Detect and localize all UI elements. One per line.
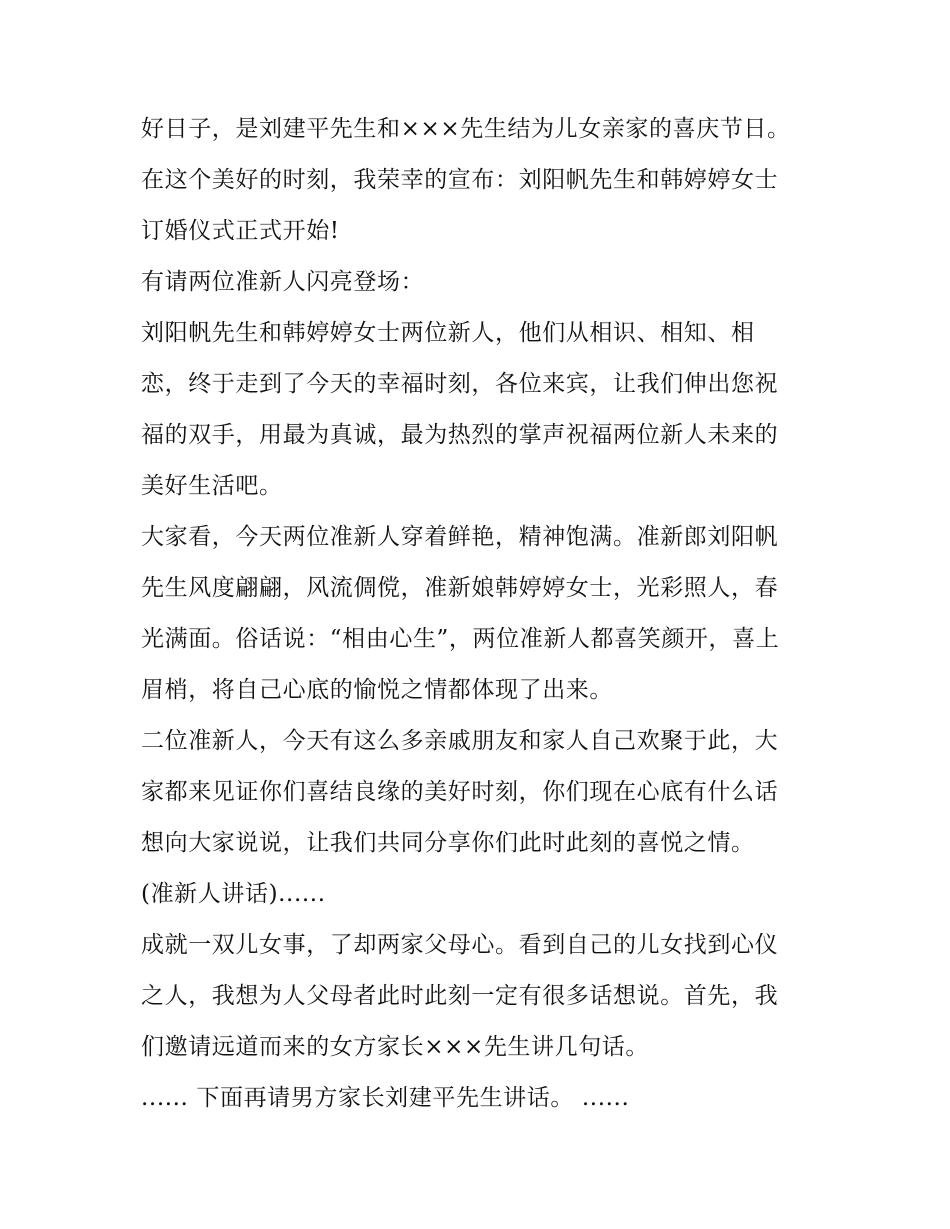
text-line: 眉梢，将自己心底的愉悦之情都体现了出来。 <box>141 677 613 703</box>
text-line: 好日子，是刘建平先生和×××先生结为儿女亲家的喜庆节日。 <box>141 116 791 142</box>
text-line: 想向大家说说，让我们共同分享你们此时此刻的喜悦之情。 <box>141 830 755 856</box>
text-line: 恋，终于走到了今天的幸福时刻，各位来宾，让我们伸出您祝 <box>141 371 779 397</box>
text-line: 成就一双儿女事，了却两家父母心。看到自己的儿女找到心仪 <box>141 932 779 958</box>
text-line: 之人，我想为人父母者此时此刻一定有很多话想说。首先，我 <box>141 983 779 1009</box>
text-line: 在这个美好的时刻，我荣幸的宣布：刘阳帆先生和韩婷婷女士 <box>141 167 779 193</box>
text-line: 二位准新人，今天有这么多亲戚朋友和家人自己欢聚于此，大 <box>141 728 779 754</box>
document-body <box>141 104 821 1124</box>
text-line: 美好生活吧。 <box>141 473 283 499</box>
text-line: 刘阳帆先生和韩婷婷女士两位新人，他们从相识、相知、相 <box>141 320 755 346</box>
text-line: 们邀请远道而来的女方家长×××先生讲几句话。 <box>141 1034 650 1060</box>
text-line: ...... 下面再请男方家长刘建平先生讲话。 ...... <box>141 1085 630 1111</box>
text-line: 有请两位准新人闪亮登场： <box>141 269 425 295</box>
text-line: 光满面。俗话说：“相由心生”，两位准新人都喜笑颜开，喜上 <box>141 626 780 652</box>
text-line: 先生风度翩翩，风流倜傥，准新娘韩婷婷女士，光彩照人，春 <box>141 575 779 601</box>
text-line: 家都来见证你们喜结良缘的美好时刻，你们现在心底有什么话 <box>141 779 779 805</box>
text-line: 福的双手，用最为真诚，最为热烈的掌声祝福两位新人未来的 <box>141 422 779 448</box>
text-line: 订婚仪式正式开始! <box>141 218 340 244</box>
text-line: 大家看，今天两位准新人穿着鲜艳，精神饱满。准新郎刘阳帆 <box>141 524 779 550</box>
text-line: (准新人讲话)...... <box>141 881 326 907</box>
